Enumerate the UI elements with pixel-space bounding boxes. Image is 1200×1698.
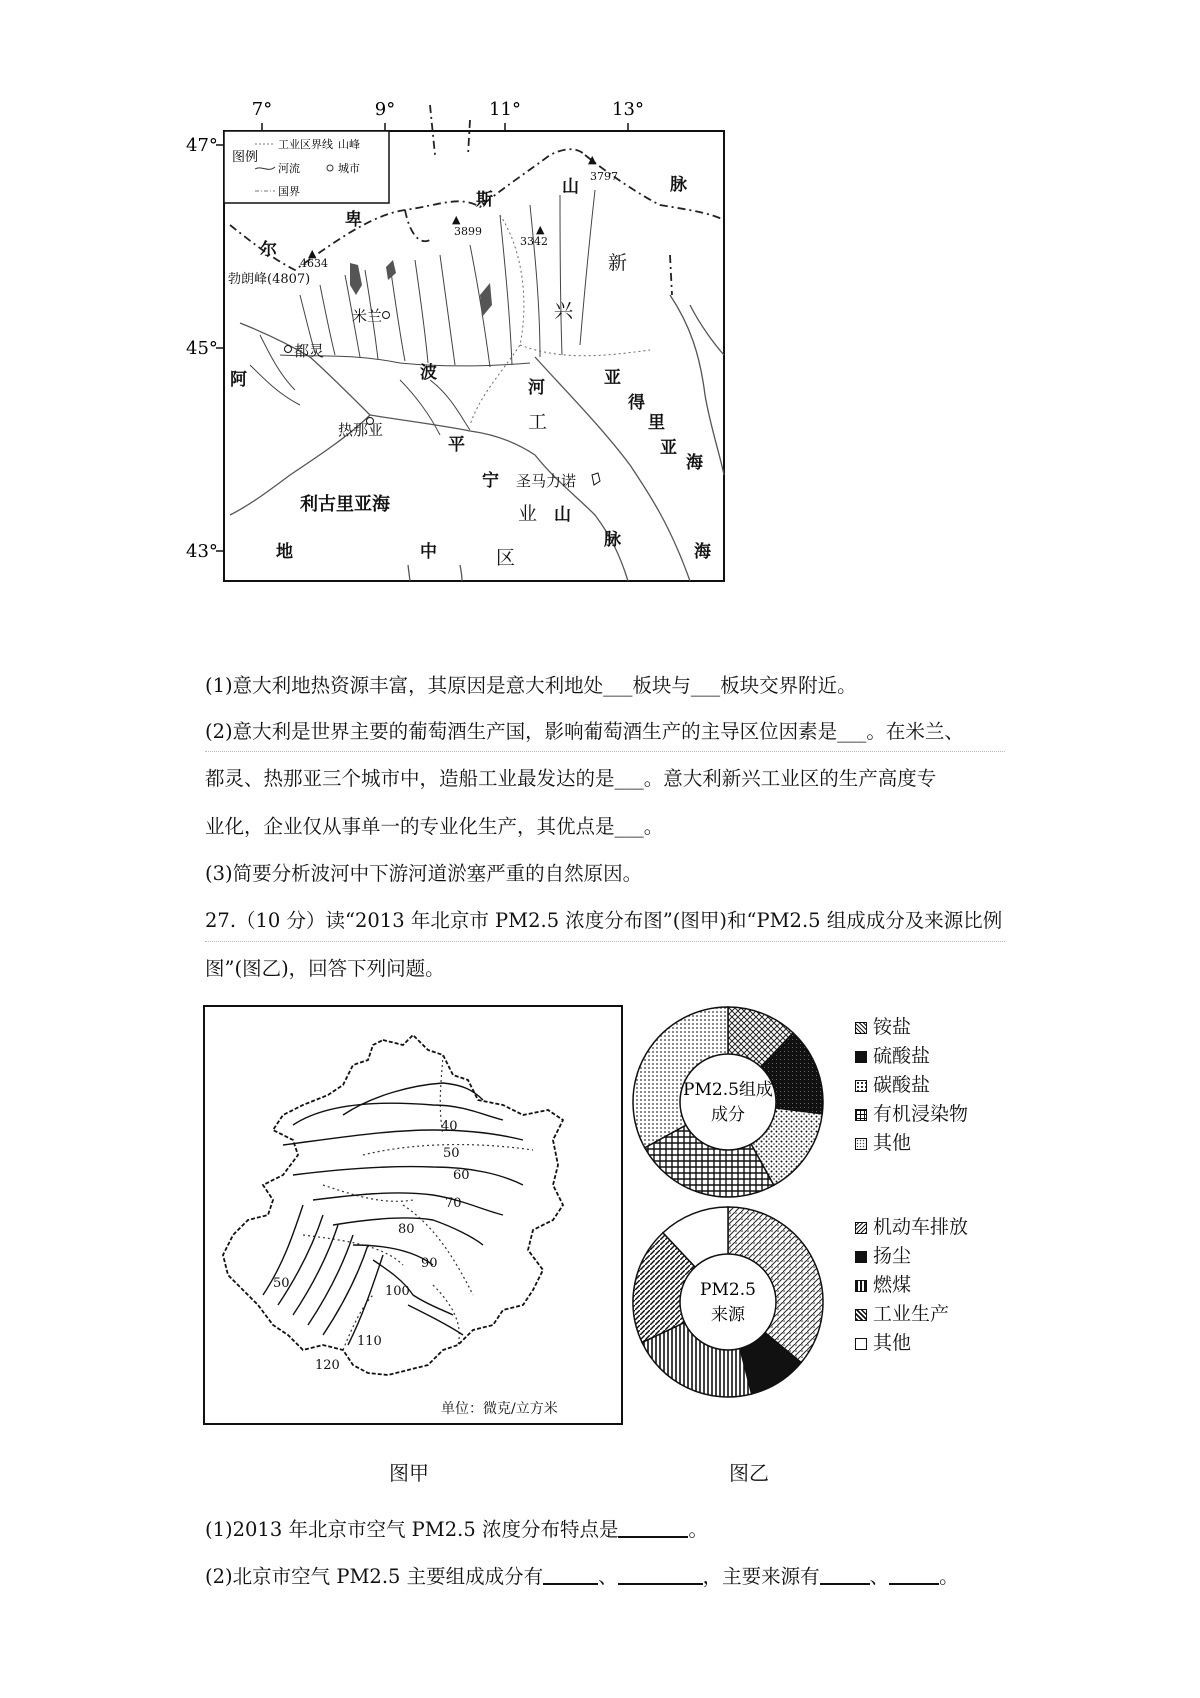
legend-carbonate: 碳酸盐 <box>873 1074 931 1096</box>
swatch-coal-icon <box>855 1280 867 1292</box>
label-a: 阿 <box>230 370 247 390</box>
legend-river: 河流 <box>278 162 300 175</box>
contour-90: 90 <box>421 1256 438 1271</box>
label-hai-1: 海 <box>686 453 703 473</box>
peak-3342: 3342 <box>520 235 548 248</box>
label-he: 河 <box>528 378 545 398</box>
swatch-organic-icon <box>855 1109 867 1121</box>
label-mai: 脉 <box>670 175 687 195</box>
label-ye: 业 <box>518 503 538 525</box>
latitude-label: 43° <box>186 541 218 562</box>
label-bo: 波 <box>420 363 437 383</box>
q26-2-line2: 都灵、热那亚三个城市中，造船工业最发达的是___。意大利新兴工业区的生产高度专 <box>205 767 937 790</box>
q26-2-line3: 业化，企业仅从事单一的专业化生产，其优点是___。 <box>205 815 664 838</box>
peak-3342-icon: ▲ <box>536 223 545 236</box>
latitude-label: 45° <box>186 338 218 359</box>
map-unit: 单位：微克/立方米 <box>441 1401 558 1417</box>
label-si: 斯 <box>476 190 493 210</box>
latitude-label: 47° <box>186 135 218 156</box>
composition-pie-title-line1: PM2.5组成 <box>683 1080 773 1100</box>
label-di: 地 <box>276 542 293 562</box>
longitude-labels <box>252 99 644 120</box>
q27-2-blank-1[interactable] <box>543 1565 598 1585</box>
label-ya-2: 亚 <box>660 438 677 458</box>
legend-industrial-boundary: 工业区界线 <box>278 138 333 151</box>
swatch-dust-icon <box>855 1251 867 1263</box>
latitude-labels <box>186 135 218 562</box>
swatch-carbonate-icon <box>855 1080 867 1092</box>
contour-120: 120 <box>315 1358 340 1373</box>
label-mai-2: 脉 <box>604 530 621 550</box>
label-ligurian-sea: 利古里亚海 <box>300 494 390 515</box>
longitude-label: 7° <box>251 99 273 120</box>
contour-50-west: 50 <box>273 1276 290 1291</box>
italy-map <box>170 95 770 645</box>
contour-100: 100 <box>385 1284 410 1299</box>
legend-coal: 燃煤 <box>873 1274 912 1296</box>
legend-border: 国界 <box>278 185 300 198</box>
composition-legend <box>855 1013 968 1158</box>
q27-1-text: (1)2013 年北京市空气 PM2.5 浓度分布特点是 <box>205 1518 619 1541</box>
label-qu: 区 <box>496 547 516 569</box>
legend-other: 其他 <box>873 1132 912 1154</box>
pm25-pie-charts <box>615 990 855 1410</box>
q27-intro-2: 图”(图乙)，回答下列问题。 <box>205 957 445 980</box>
contour-50: 50 <box>443 1146 460 1161</box>
peak-3797: 3797 <box>590 170 618 183</box>
city-genoa: 热那亚 <box>338 421 384 439</box>
city-san-marino: 圣马力诺 <box>516 472 577 490</box>
source-legend <box>855 1213 968 1358</box>
label-xin: 新 <box>608 252 628 274</box>
legend-other-source: 其他 <box>873 1332 912 1354</box>
q27-2-text: (2)北京市空气 PM2.5 主要组成成分有 <box>205 1565 544 1588</box>
label-gong: 工 <box>528 411 548 433</box>
longitude-label: 13° <box>612 99 644 120</box>
legend-title: 图例 <box>232 150 259 165</box>
composition-pie-title-line2: 成分 <box>711 1105 745 1125</box>
peak-4634: 4634 <box>300 257 328 270</box>
city-milan: 米兰 <box>352 307 383 325</box>
swatch-other-icon <box>855 1138 867 1150</box>
label-hai-2: 海 <box>694 542 711 562</box>
contour-110: 110 <box>357 1334 382 1349</box>
label-de: 得 <box>628 393 645 413</box>
label-ping: 平 <box>448 435 465 455</box>
legend-dust: 扬尘 <box>873 1245 912 1267</box>
q27-2-end: 。 <box>939 1565 959 1588</box>
legend-organic: 有机浸染物 <box>873 1103 969 1125</box>
peak-mont-blanc: 勃朗峰(4807) <box>228 272 311 287</box>
q27-2 <box>205 1564 959 1590</box>
label-xing: 兴 <box>554 300 574 322</box>
source-pie-title-line2: 来源 <box>711 1305 745 1325</box>
q27-2-sep2: ，主要来源有 <box>702 1565 820 1588</box>
longitude-label: 11° <box>489 99 521 120</box>
label-ya-1: 亚 <box>604 368 621 388</box>
legend-peak: 山峰 <box>338 138 360 151</box>
longitude-label: 9° <box>374 99 396 120</box>
label-er: 尔 <box>260 240 277 260</box>
peak-4634-icon: ▲ <box>308 247 317 260</box>
peak-3899: 3899 <box>454 225 482 238</box>
q27-1 <box>205 1517 708 1543</box>
legend-vehicle: 机动车排放 <box>873 1216 969 1238</box>
swatch-sulfate-icon <box>855 1051 867 1063</box>
contour-70: 70 <box>445 1196 462 1211</box>
legend-industry: 工业生产 <box>873 1303 950 1325</box>
q27-2-blank-3[interactable] <box>820 1565 870 1585</box>
figure-b-caption: 图乙 <box>729 1461 769 1485</box>
legend-city: 城市 <box>338 162 360 175</box>
label-li: 里 <box>648 413 665 433</box>
q27-1-end: 。 <box>688 1518 708 1541</box>
swatch-vehicle-icon <box>855 1222 867 1234</box>
legend-sulfate: 硫酸盐 <box>873 1045 931 1067</box>
legend-ammonium: 铵盐 <box>873 1016 912 1038</box>
contour-40: 40 <box>441 1119 458 1134</box>
label-shan: 山 <box>562 177 579 197</box>
swatch-ammonium-icon <box>855 1022 867 1034</box>
city-turin: 都灵 <box>294 342 325 360</box>
contour-80: 80 <box>398 1222 415 1237</box>
contour-60: 60 <box>453 1168 470 1183</box>
q27-1-blank[interactable] <box>618 1518 688 1538</box>
q27-2-sep1: 、 <box>598 1565 618 1588</box>
label-zhong: 中 <box>420 542 437 562</box>
q26-1: (1)意大利地热资源丰富，其原因是意大利地处___板块与___板块交界附近。 <box>205 674 857 697</box>
q27-2-blank-2[interactable] <box>618 1565 703 1585</box>
beijing-pm25-map <box>203 1005 623 1445</box>
q26-3: (3)简要分析波河中下游河道淤塞严重的自然原因。 <box>205 862 643 885</box>
figure-a-caption: 图甲 <box>389 1461 429 1485</box>
q27-2-blank-4[interactable] <box>889 1565 939 1585</box>
peak-3899-icon: ▲ <box>452 213 461 226</box>
q26-2-line1: (2)意大利是世界主要的葡萄酒生产国，影响葡萄酒生产的主导区位因素是___。在米兰、 <box>205 720 964 743</box>
swatch-industry-icon <box>855 1309 867 1321</box>
q27-intro-1: 27.（10 分）读“2013 年北京市 PM2.5 浓度分布图”(图甲)和“PM2.5 组成成分及来源比例 <box>205 909 1003 932</box>
label-bei: 卑 <box>345 210 362 230</box>
swatch-other-source-icon <box>855 1338 867 1350</box>
peak-3797-icon: ▲ <box>588 153 597 166</box>
label-shan-2: 山 <box>554 505 571 525</box>
label-ning: 宁 <box>482 471 499 491</box>
q27-2-sep3: 、 <box>869 1565 890 1588</box>
source-pie-title-line1: PM2.5 <box>700 1280 756 1300</box>
